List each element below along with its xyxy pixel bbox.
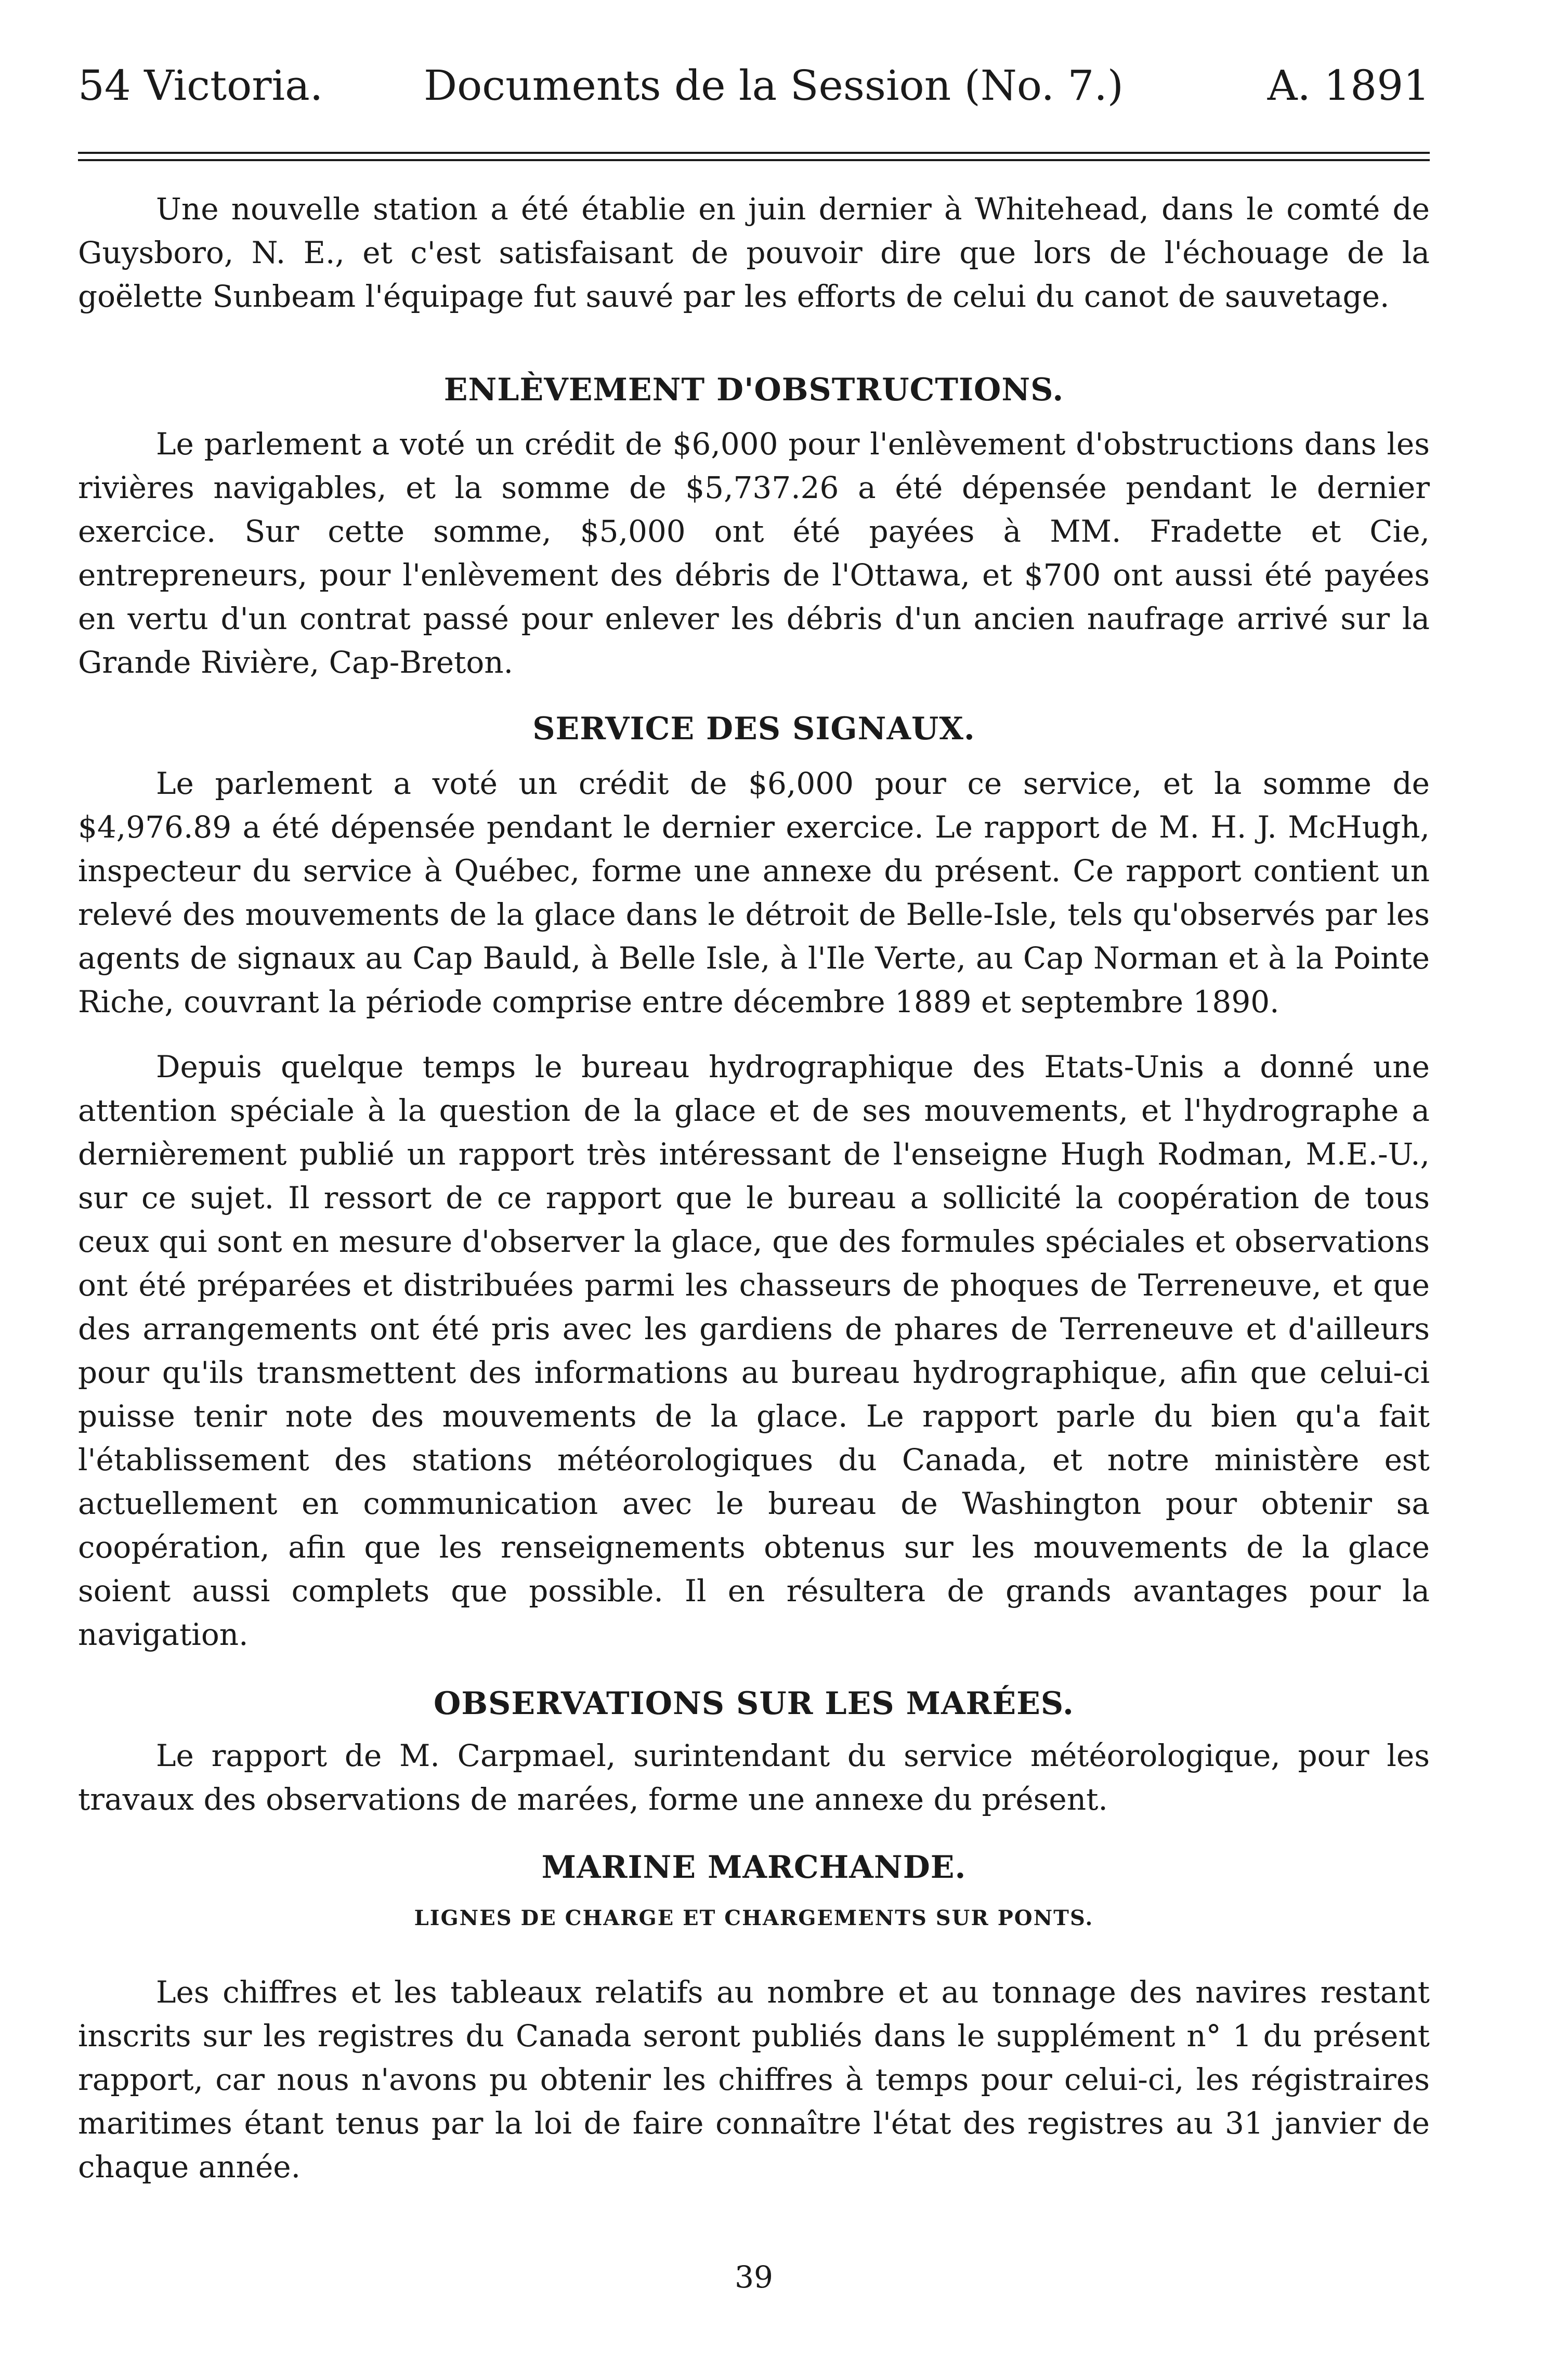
section-heading-tides: OBSERVATIONS SUR LES MARÉES.	[434, 1685, 1074, 1722]
running-header	[78, 57, 1430, 114]
intro-paragraph: Une nouvelle station a été établie en juin dernier à Whitehead, dans le comté de Guysboro, N. E., et c'est satisfaisant de pouvoir dire que lors de l'échouage de la goëlette Sunbeam l'équipage fut sauvé par les efforts de celui du canot de sauvetage.	[78, 191, 1430, 314]
header-title: Documents de la Session (No. 7.)	[424, 61, 1124, 110]
signals-paragraph-2: Depuis quelque temps le bureau hydrographique des Etats-Unis a donné une attention spéciale à la question de la glace et de ses mouvements, et l'hydrographe a dernièrement publié un rapport très intéressant de l'enseigne Hugh Rodman, M.E.-U., sur ce sujet. Il ressort de ce rapport que le bureau a sollicité la coopération de tous ceux qui sont en mesure d'observer la glace, que des formules spéciales et observations ont été préparées et distribuées parmi les chasseurs de phoques de Terreneuve, et que des arrangements ont été pris avec les gardiens de phares de Terreneuve et d'ailleurs pour qu'ils transmettent des informations au bureau hydrographique, afin que celui-ci puisse tenir note des mouvements de la glace. Le rapport parle du bien qu'a fait l'établissement des stations météorologiques du Canada, et notre ministère est actuellement en communication avec le bureau de Washington pour obtenir sa coopération, afin que les renseignements obtenus sur les mouvements de la glace soient aussi complets que possible. Il en résultera de grands avantages pour la navigation.	[78, 1049, 1430, 1652]
merchant-marine-paragraph: Les chiffres et les tableaux relatifs au nombre et au tonnage des navires restant inscrits sur les registres du Canada seront publiés dans le supplément n° 1 du présent rapport, car nous n'avons pu obtenir les chiffres à temps pour celui-ci, les régistraires maritimes étant tenus par la loi de faire connaître l'état des registres au 31 janvier de chaque année.	[78, 1974, 1430, 2185]
signals-paragraph-1: Le parlement a voté un crédit de $6,000 pour ce service, et la somme de $4,976.89 a été dépensée pendant le dernier exercice. Le rapport de M. H. J. McHugh, inspecteur du service à Québec, forme une annexe du présent. Ce rapport contient un relevé des mouvements de la glace dans le détroit de Belle-Isle, tels qu'observés par les agents de signaux au Cap Bauld, à Belle Isle, à l'Ile Verte, au Cap Norman et à la Pointe Riche, couvrant la période comprise entre décembre 1889 et septembre 1890.	[78, 766, 1430, 1019]
section-heading-signals: SERVICE DES SIGNAUX.	[532, 711, 975, 747]
header-rule-bottom	[78, 159, 1430, 161]
header-volume: 54 Victoria.	[78, 61, 323, 110]
tides-paragraph: Le rapport de M. Carpmael, surintendant du service météorologique, pour les travaux des observations de marées, forme une annexe du présent.	[78, 1738, 1430, 1817]
section-heading-merchant-marine: MARINE MARCHANDE.	[541, 1849, 967, 1886]
header-year: A. 1891	[1267, 61, 1430, 110]
obstructions-paragraph: Le parlement a voté un crédit de $6,000 pour l'enlèvement d'obstructions dans les rivières navigables, et la somme de $5,737.26 a été dépensée pendant le dernier exercice. Sur cette somme, $5,000 ont été payées à MM. Fradette et Cie, entrepreneurs, pour l'enlèvement des débris de l'Ottawa, et $700 ont aussi été payées en vertu d'un contrat passé pour enlever les débris d'un ancien naufrage arrivé sur la Grande Rivière, Cap-Breton.	[78, 426, 1430, 680]
page-number: 39	[735, 2259, 773, 2295]
section-subheading-load-lines: LIGNES DE CHARGE ET CHARGEMENTS SUR PONTS.	[414, 1906, 1094, 1930]
section-heading-obstructions: ENLÈVEMENT D'OBSTRUCTIONS.	[443, 372, 1064, 408]
header-rule-top	[78, 152, 1430, 154]
